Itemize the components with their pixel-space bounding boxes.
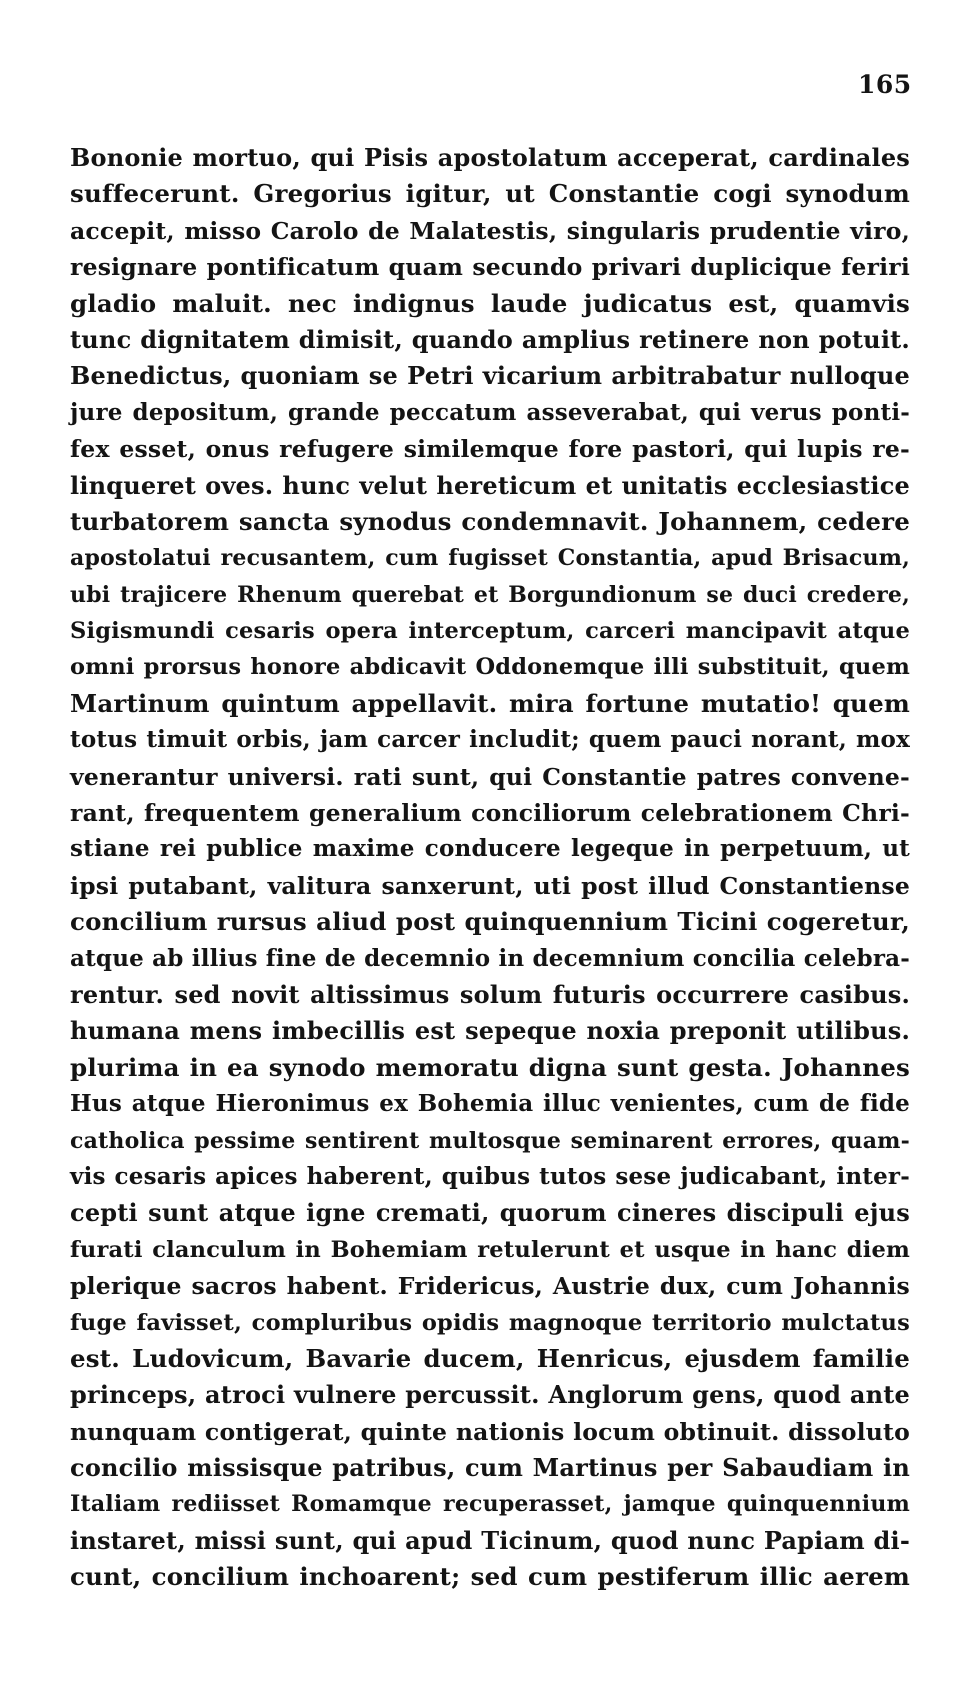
text-line: atque ab illius fine de decemnio in decemnium concilia celebra- — [70, 944, 910, 972]
text-line: tunc dignitatem dimisit, quando amplius retinere non potuit. — [70, 324, 910, 354]
text-line: concilium rursus aliud post quinquennium Ticini cogeretur, — [70, 907, 910, 937]
text-line: suffecerunt. Gregorius igitur, ut Constantie cogi synodum — [70, 179, 910, 209]
text-line: est. Ludovicum, Bavarie ducem, Henricus, ejusdem familie — [70, 1343, 910, 1373]
text-line: rentur. sed novit altissimus solum futuris occurrere casibus. — [70, 979, 910, 1009]
text-line: Italiam rediisset Romamque recuperasset, jamque quinquennium — [70, 1491, 910, 1518]
text-line: gladio maluit. nec indignus laude judicatus est, quamvis — [70, 288, 910, 318]
text-line: Bononie mortuo, qui Pisis apostolatum acceperat, cardinales — [70, 143, 910, 172]
text-line: vis cesaris apices haberent, quibus tutos sese judicabant, inter- — [70, 1162, 910, 1190]
text-line: cepti sunt atque igne cremati, quorum cineres discipuli ejus — [70, 1198, 910, 1228]
text-line: nunquam contigerat, quinte nationis locum obtinuit. dissoluto — [70, 1417, 910, 1446]
text-line: plurima in ea synodo memoratu digna sunt gesta. Johannes — [70, 1052, 910, 1082]
text-line: stiane rei publice maxime conducere legeque in perpetuum, ut — [70, 835, 910, 863]
text-line: ubi trajicere Rhenum querebat et Borgundionum se duci credere, — [70, 581, 910, 608]
text-line: Benedictus, quoniam se Petri vicarium arbitrabatur nulloque — [70, 361, 910, 391]
text-line: Hus atque Hieronimus ex Bohemia illuc venientes, cum de fide — [70, 1090, 910, 1118]
body-text — [70, 140, 910, 1596]
page-number: 165 — [858, 70, 912, 99]
text-line: fuge favisset, compluribus opidis magnoque territorio mulctatus — [70, 1309, 910, 1336]
text-line: fex esset, onus refugere similemque fore pastori, qui lupis re- — [70, 435, 910, 464]
text-line: instaret, missi sunt, qui apud Ticinum, quod nunc Papiam di- — [70, 1525, 910, 1555]
text-line: omni prorsus honore abdicavit Oddonemque illi substituit, quem — [70, 654, 910, 681]
text-line: Sigismundi cesaris opera interceptum, carceri mancipavit atque — [70, 618, 910, 645]
text-line: Martinum quintum appellavit. mira fortune mutatio! quem — [70, 688, 910, 718]
text-line: jure depositum, grande peccatum asseverabat, qui verus ponti- — [70, 398, 910, 426]
text-line: ipsi putabant, valitura sanxerunt, uti post illud Constantiense — [70, 871, 910, 900]
text-line: turbatorem sancta synodus condemnavit. Johannem, cedere — [70, 506, 910, 536]
text-line: linqueret oves. hunc velut hereticum et unitatis ecclesiastice — [70, 470, 910, 500]
text-line: venerantur universi. rati sunt, qui Constantie patres convene- — [70, 762, 910, 791]
text-line: rant, frequentem generalium conciliorum celebrationem Chri- — [70, 799, 910, 828]
text-line: concilio missisque patribus, cum Martinus per Sabaudiam in — [70, 1453, 910, 1483]
text-line: plerique sacros habent. Fridericus, Austrie dux, cum Johannis — [70, 1272, 910, 1301]
text-line: apostolatui recusantem, cum fugisset Constantia, apud Brisacum, — [70, 545, 910, 572]
text-line: accepit, misso Carolo de Malatestis, singularis prudentie viro, — [70, 216, 910, 245]
text-line: catholica pessime sentirent multosque seminarent errores, quam- — [70, 1127, 910, 1154]
text-line: cunt, concilium inchoarent; sed cum pestiferum illic aerem — [70, 1562, 910, 1592]
text-line: totus timuit orbis, jam carcer includit; quem pauci norant, mox — [70, 726, 910, 754]
text-line: princeps, atroci vulnere percussit. Anglorum gens, quod ante — [70, 1380, 910, 1410]
text-line: humana mens imbecillis est sepeque noxia preponit utilibus. — [70, 1016, 910, 1046]
text-line: resignare pontificatum quam secundo privari duplicique feriri — [70, 253, 910, 282]
text-line: furati clanculum in Bohemiam retulerunt et usque in hanc diem — [70, 1236, 910, 1263]
